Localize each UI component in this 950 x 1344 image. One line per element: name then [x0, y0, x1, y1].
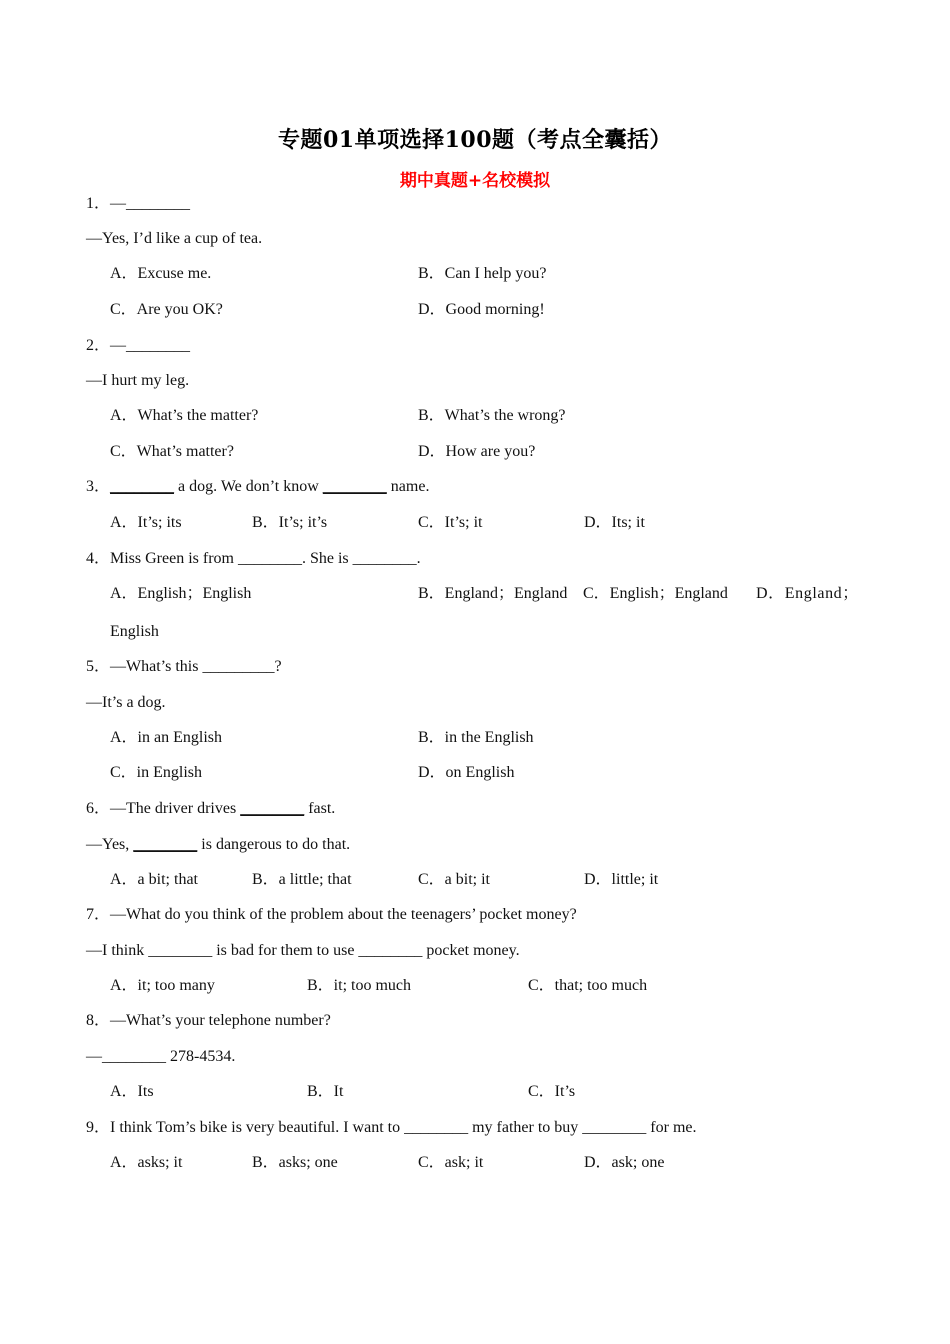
question-7-response: —I think ________ is bad for them to use ________ pocket money. [86, 942, 520, 959]
question-2-stem: 2．—________ [86, 337, 191, 354]
page-subtitle: 期中真题+名校模拟 [399, 171, 551, 191]
question-5-option-a: A．in an English [110, 729, 222, 746]
question-6-option-d: D．little; it [584, 871, 659, 888]
question-5-option-c: C．in English [110, 764, 203, 781]
question-9-stem: 9．I think Tom’s bike is very beautiful. I want to ________ my father to buy ________ for me. [86, 1119, 697, 1136]
question-2-option-b: B．What’s the wrong? [418, 407, 566, 424]
question-4-stem: 4．Miss Green is from ________. She is ________. [86, 550, 421, 567]
question-2-response: —I hurt my leg. [86, 372, 190, 389]
question-6-option-c: C．a bit; it [418, 871, 491, 888]
question-4-option-c: C．English；England [583, 585, 728, 602]
question-3-blank-2: ________ [322, 478, 387, 495]
question-1-option-b: B．Can I help you? [418, 265, 547, 282]
question-8-option-b: B．It [307, 1083, 344, 1100]
question-6-response-end: is dangerous to do that. [197, 836, 351, 853]
question-3-stem [86, 477, 429, 497]
question-3-text-end: name. [386, 478, 430, 495]
question-6-response-text: —Yes, [86, 836, 134, 853]
question-3-text: a dog. We don’t know [174, 478, 323, 495]
question-5-option-d: D．on English [418, 764, 515, 781]
question-6-blank-1: ________ [240, 800, 305, 817]
question-6-text-end: fast. [304, 800, 336, 817]
question-9-option-c: C．ask; it [418, 1154, 484, 1171]
question-8-option-a: A．Its [110, 1083, 154, 1100]
question-9-option-d: D．ask; one [584, 1154, 665, 1171]
question-8-stem: 8．—What’s your telephone number? [86, 1012, 331, 1029]
question-5-response: —It’s a dog. [86, 694, 166, 711]
question-8-response: —________ 278-4534. [86, 1048, 236, 1065]
question-1-response: —Yes, I’d like a cup of tea. [86, 230, 263, 247]
question-4-option-d: D．England； [756, 585, 859, 602]
question-5-stem: 5．—What’s this _________? [86, 658, 282, 675]
question-5-option-b: B．in the English [418, 729, 534, 746]
question-9-option-b: B．asks; one [252, 1154, 338, 1171]
question-6-response [86, 835, 350, 855]
question-3-blank-1: ________ [110, 478, 175, 495]
question-7-stem: 7．—What do you think of the problem about the teenagers’ pocket money? [86, 906, 577, 923]
question-1-option-c: C．Are you OK? [110, 301, 223, 318]
question-3-option-b: B．It’s; it’s [252, 514, 328, 531]
question-7-option-a: A．it; too many [110, 977, 215, 994]
question-6-stem [86, 799, 335, 819]
question-2-option-a: A．What’s the matter? [110, 407, 259, 424]
question-6-text: 6．—The driver drives [86, 800, 241, 817]
question-1-option-d: D．Good morning! [418, 301, 545, 318]
question-3-option-a: A．It’s; its [110, 514, 182, 531]
question-3-option-c: C．It’s; it [418, 514, 483, 531]
question-6-option-a: A．a bit; that [110, 871, 198, 888]
question-6-blank-2: ________ [133, 836, 198, 853]
question-7-option-b: B．it; too much [307, 977, 412, 994]
page-title: 专题01单项选择100题（考点全囊括） [277, 127, 673, 153]
question-4-option-a: A．English；English [110, 585, 252, 602]
question-9-option-a: A．asks; it [110, 1154, 183, 1171]
question-1-stem: 1．—________ [86, 195, 191, 212]
question-3-number: 3． [86, 478, 111, 495]
question-4-option-b: B．England；England [418, 585, 568, 602]
question-6-option-b: B．a little; that [252, 871, 352, 888]
question-2-option-d: D．How are you? [418, 443, 536, 460]
question-8-option-c: C．It’s [528, 1083, 576, 1100]
question-7-option-c: C．that; too much [528, 977, 648, 994]
question-4-option-d-continued: English [110, 623, 159, 640]
question-2-option-c: C．What’s matter? [110, 443, 234, 460]
question-3-option-d: D．Its; it [584, 514, 645, 531]
question-1-option-a: A．Excuse me. [110, 265, 212, 282]
